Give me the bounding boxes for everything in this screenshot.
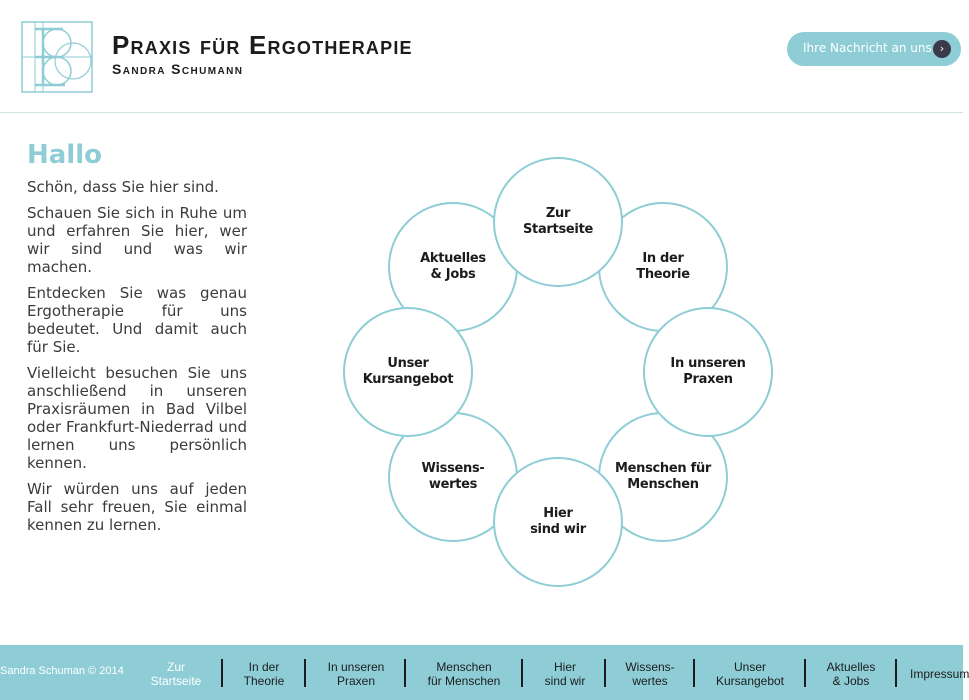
intro-paragraph: Entdecken Sie was genau Ergotherapie für uns bedeutet. Und damit auch für Sie. [27,284,247,356]
brand-title[interactable]: Praxis für Ergotherapie [112,30,413,60]
intro-paragraph: Vielleicht besuchen Sie uns anschließend in unseren Praxisräumen in Bad Vilbel oder Frankfurt-Niederrad und lernen uns persönlich kennen. [27,364,247,472]
contact-button[interactable] [787,32,961,66]
intro-heading: Hallo [27,140,102,170]
footer-divider [521,659,523,687]
footer-nav-hier-sind-wir[interactable]: Hier sind wir [544,660,586,688]
flower-item-label: Menschen für Menschen [614,461,712,492]
flower-item-label: Wissens- wertes [421,461,485,492]
logo-icon[interactable] [21,21,93,93]
intro-paragraph: Schön, dass Sie hier sind. [27,178,219,196]
intro-section [27,140,247,542]
intro-paragraph: Schauen Sie sich in Ruhe um und erfahren Sie hier, wer wir sind und was wir machen. [27,204,247,276]
footer-divider [693,659,695,687]
footer-divider [304,659,306,687]
flower-item-label: Zur Startseite [522,206,594,237]
flower-item-label: Hier sind wir [530,506,586,537]
flower-item-hier-sind-wir[interactable] [493,457,623,587]
footer-divider [604,659,606,687]
site-header [0,0,963,113]
footer-nav-theorie[interactable]: In der Theorie [243,660,285,688]
flower-item-label: Unser Kursangebot [362,356,454,387]
site-footer [0,645,969,700]
footer-nav-startseite[interactable]: Zur Startseite [150,660,202,688]
chevron-right-icon: › [933,40,951,58]
brand-subtitle: Sandra Schumann [112,61,244,77]
flower-item-kursangebot[interactable] [343,307,473,437]
footer-nav-aktuelles[interactable]: Aktuelles & Jobs [826,660,876,688]
footer-divider [804,659,806,687]
footer-divider [895,659,897,687]
flower-item-label: In unseren Praxen [670,356,746,387]
footer-nav-wissenswertes[interactable]: Wissens- wertes [625,660,675,688]
flower-item-praxen[interactable] [643,307,773,437]
footer-nav-menschen[interactable]: Menschen für Menschen [427,660,501,688]
footer-nav-praxen[interactable]: In unseren Praxen [327,660,385,688]
footer-nav-impressum[interactable]: Impressum [910,667,969,681]
intro-paragraph: Wir würden uns auf jeden Fall sehr freuen, Sie einmal kennen zu lernen. [27,480,247,534]
flower-item-label: In der Theorie [636,251,690,282]
flower-item-label: Aktuelles & Jobs [420,251,486,282]
footer-divider [404,659,406,687]
footer-nav-kursangebot[interactable]: Unser Kursangebot [715,660,785,688]
flower-item-startseite[interactable] [493,157,623,287]
contact-button-label: Ihre Nachricht an uns [803,41,932,55]
footer-divider [221,659,223,687]
copyright-text: Sandra Schuman © 2014 [0,665,124,677]
